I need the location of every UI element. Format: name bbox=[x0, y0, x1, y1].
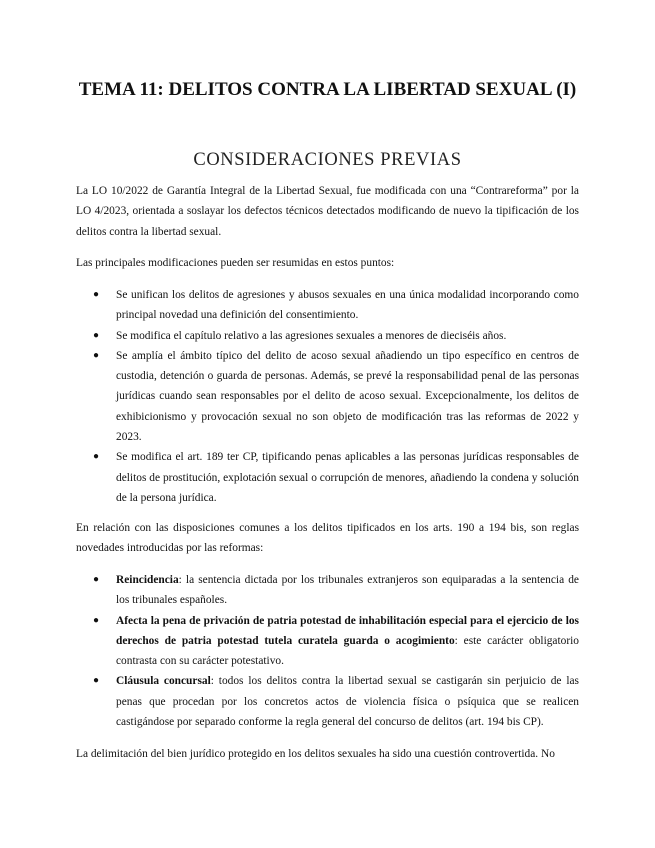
common-rules-list bbox=[76, 570, 579, 732]
bullet-icon: ● bbox=[93, 329, 100, 341]
bullet-icon: ● bbox=[93, 574, 100, 585]
rule-term: Cláusula concursal bbox=[116, 675, 211, 688]
rule-text: : todos los delitos contra la libertad sexual se castigarán sin perjuicio de las penas que procedan por los concretos actos de violencia física o psíquica que se realicen castigándose por separado conforme la regla general del concurso de delitos (art. 194 bis CP). bbox=[116, 675, 579, 729]
list-item bbox=[76, 326, 579, 346]
list-item bbox=[76, 447, 579, 508]
rule-term: Afecta la pena de privación de patria potestad de inhabilitación especial para el ejercicio de los derechos de patria potestad tutela curatela guarda o acogimiento bbox=[116, 614, 579, 647]
list-item-text: Se modifica el capítulo relativo a las agresiones sexuales a menores de dieciséis años. bbox=[116, 329, 507, 342]
list-item bbox=[76, 570, 579, 611]
list-item-text: Se amplía el ámbito típico del delito de acoso sexual añadiendo un tipo específico en centros de custodia, detención o guarda de personas. Además, se prevé la responsabilidad penal de las personas jurídicas cuando sean responsables por el delito de acoso sexual. Excepcionalmente, los delitos de exhibicionismo y provocación sexual no son objeto de modificación tras las reformas de 2022 y 2023. bbox=[116, 349, 579, 444]
list-item-text: Se modifica el art. 189 ter CP, tipificando penas aplicables a las personas jurídicas responsables de delitos de prostitución, explotación sexual o corrupción de menores, añadiendo la condena y solución de la persona jurídica. bbox=[116, 451, 579, 504]
bullet-icon: ● bbox=[93, 349, 100, 361]
list-item bbox=[76, 285, 579, 326]
list-item bbox=[76, 671, 579, 732]
rule-text: : este carácter obligatorio contrasta con su carácter potestativo. bbox=[116, 634, 579, 668]
closing-paragraph: La delimitación del bien jurídico protegido en los delitos sexuales ha sido una cuestión controvertida. No bbox=[76, 748, 555, 760]
rule-text: : la sentencia dictada por los tribunales extranjeros son equiparadas a la sentencia de los tribunales españoles. bbox=[116, 574, 579, 607]
modifications-list bbox=[76, 285, 579, 508]
rule-term: Reincidencia bbox=[116, 574, 179, 586]
intro-paragraph: La LO 10/2022 de Garantía Integral de la Libertad Sexual, fue modificada con una “Contrareforma” por la LO 4/2023, orientada a soslayar los defectos técnicos detectados modificando de nuevo la tipificación de los delitos contra la libertad sexual. bbox=[76, 185, 579, 238]
section-heading: CONSIDERACIONES PREVIAS bbox=[193, 150, 462, 170]
bullet-icon: ● bbox=[93, 675, 100, 687]
page-title: TEMA 11: DELITOS CONTRA LA LIBERTAD SEXUAL (I) bbox=[78, 79, 577, 100]
bullet-icon: ● bbox=[93, 614, 100, 626]
summary-lead-paragraph: Las principales modificaciones pueden ser resumidas en estos puntos: bbox=[76, 257, 395, 269]
bullet-icon: ● bbox=[93, 289, 100, 300]
list-item-text: Se unifican los delitos de agresiones y abusos sexuales en una única modalidad incorporando como principal novedad una definición del consentimiento. bbox=[116, 289, 579, 322]
common-rules-lead-paragraph: En relación con las disposiciones comunes a los delitos tipificados en los arts. 190 a 194 bis, son reglas novedades introducidas por las reformas: bbox=[76, 522, 579, 555]
list-item bbox=[76, 611, 579, 672]
list-item bbox=[76, 346, 579, 447]
bullet-icon: ● bbox=[93, 451, 100, 463]
